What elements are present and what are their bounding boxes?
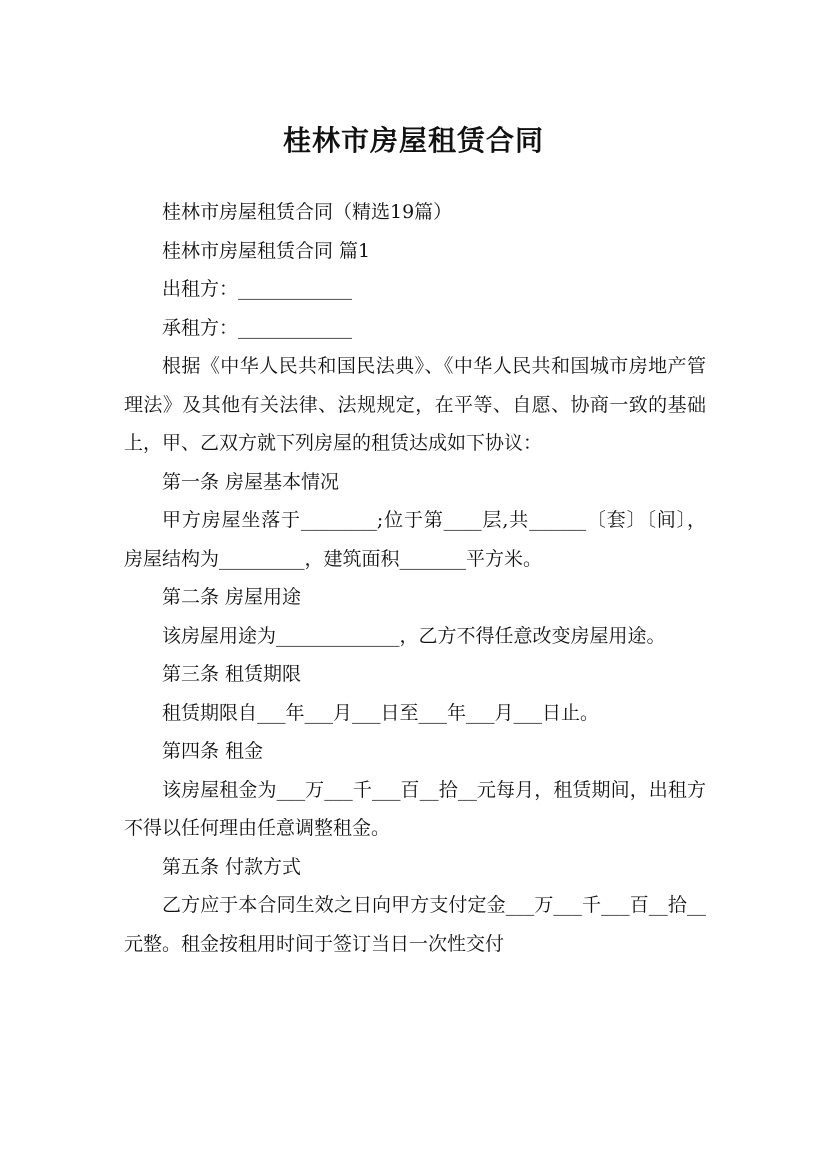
document-title: 桂林市房屋租赁合同 xyxy=(282,123,544,157)
paragraph-article-2-body: 该房屋用途为_____________，乙方不得任意改变房屋用途。 xyxy=(162,624,666,647)
paragraph-article-5-title: 第五条 付款方式 xyxy=(162,855,302,878)
paragraph-article-4-body: 该房屋租金为___万___千___百__拾__元每月，租赁期间，出租方不得以任何理由任意调整租金。 xyxy=(124,778,706,839)
paragraph-subtitle: 桂林市房屋租赁合同（精选19篇） xyxy=(162,201,453,223)
paragraph-section-heading: 桂林市房屋租赁合同 篇1 xyxy=(162,239,371,262)
paragraph-legal-basis: 根据《中华人民共和国民法典》、《中华人民共和国城市房地产管理法》及其他有关法律、法规规定，在平等、自愿、协商一致的基础上，甲、乙双方就下列房屋的租赁达成如下协议： xyxy=(124,355,706,454)
paragraph-article-4-title: 第四条 租金 xyxy=(162,740,264,762)
paragraph-article-2-title: 第二条 房屋用途 xyxy=(162,586,302,608)
paragraph-article-3-title: 第三条 租赁期限 xyxy=(162,663,302,685)
paragraph-article-5-body: 乙方应于本合同生效之日向甲方支付定金___万___千___百__拾__元整。租金按租用时间于签订当日一次性交付 xyxy=(124,894,706,955)
paragraph-article-1-body: 甲方房屋坐落于________;位于第____层,共______〔套〕〔间〕，房屋结构为_________，建筑面积_______平方米。 xyxy=(124,509,706,570)
document-body xyxy=(124,193,706,963)
paragraph-lessor: 出租方：____________ xyxy=(162,278,353,300)
paragraph-article-3-body: 租赁期限自___年___月___日至___年___月___日止。 xyxy=(162,701,600,724)
paragraph-lessee: 承租方：____________ xyxy=(162,316,353,339)
paragraph-article-1-title: 第一条 房屋基本情况 xyxy=(162,470,340,493)
